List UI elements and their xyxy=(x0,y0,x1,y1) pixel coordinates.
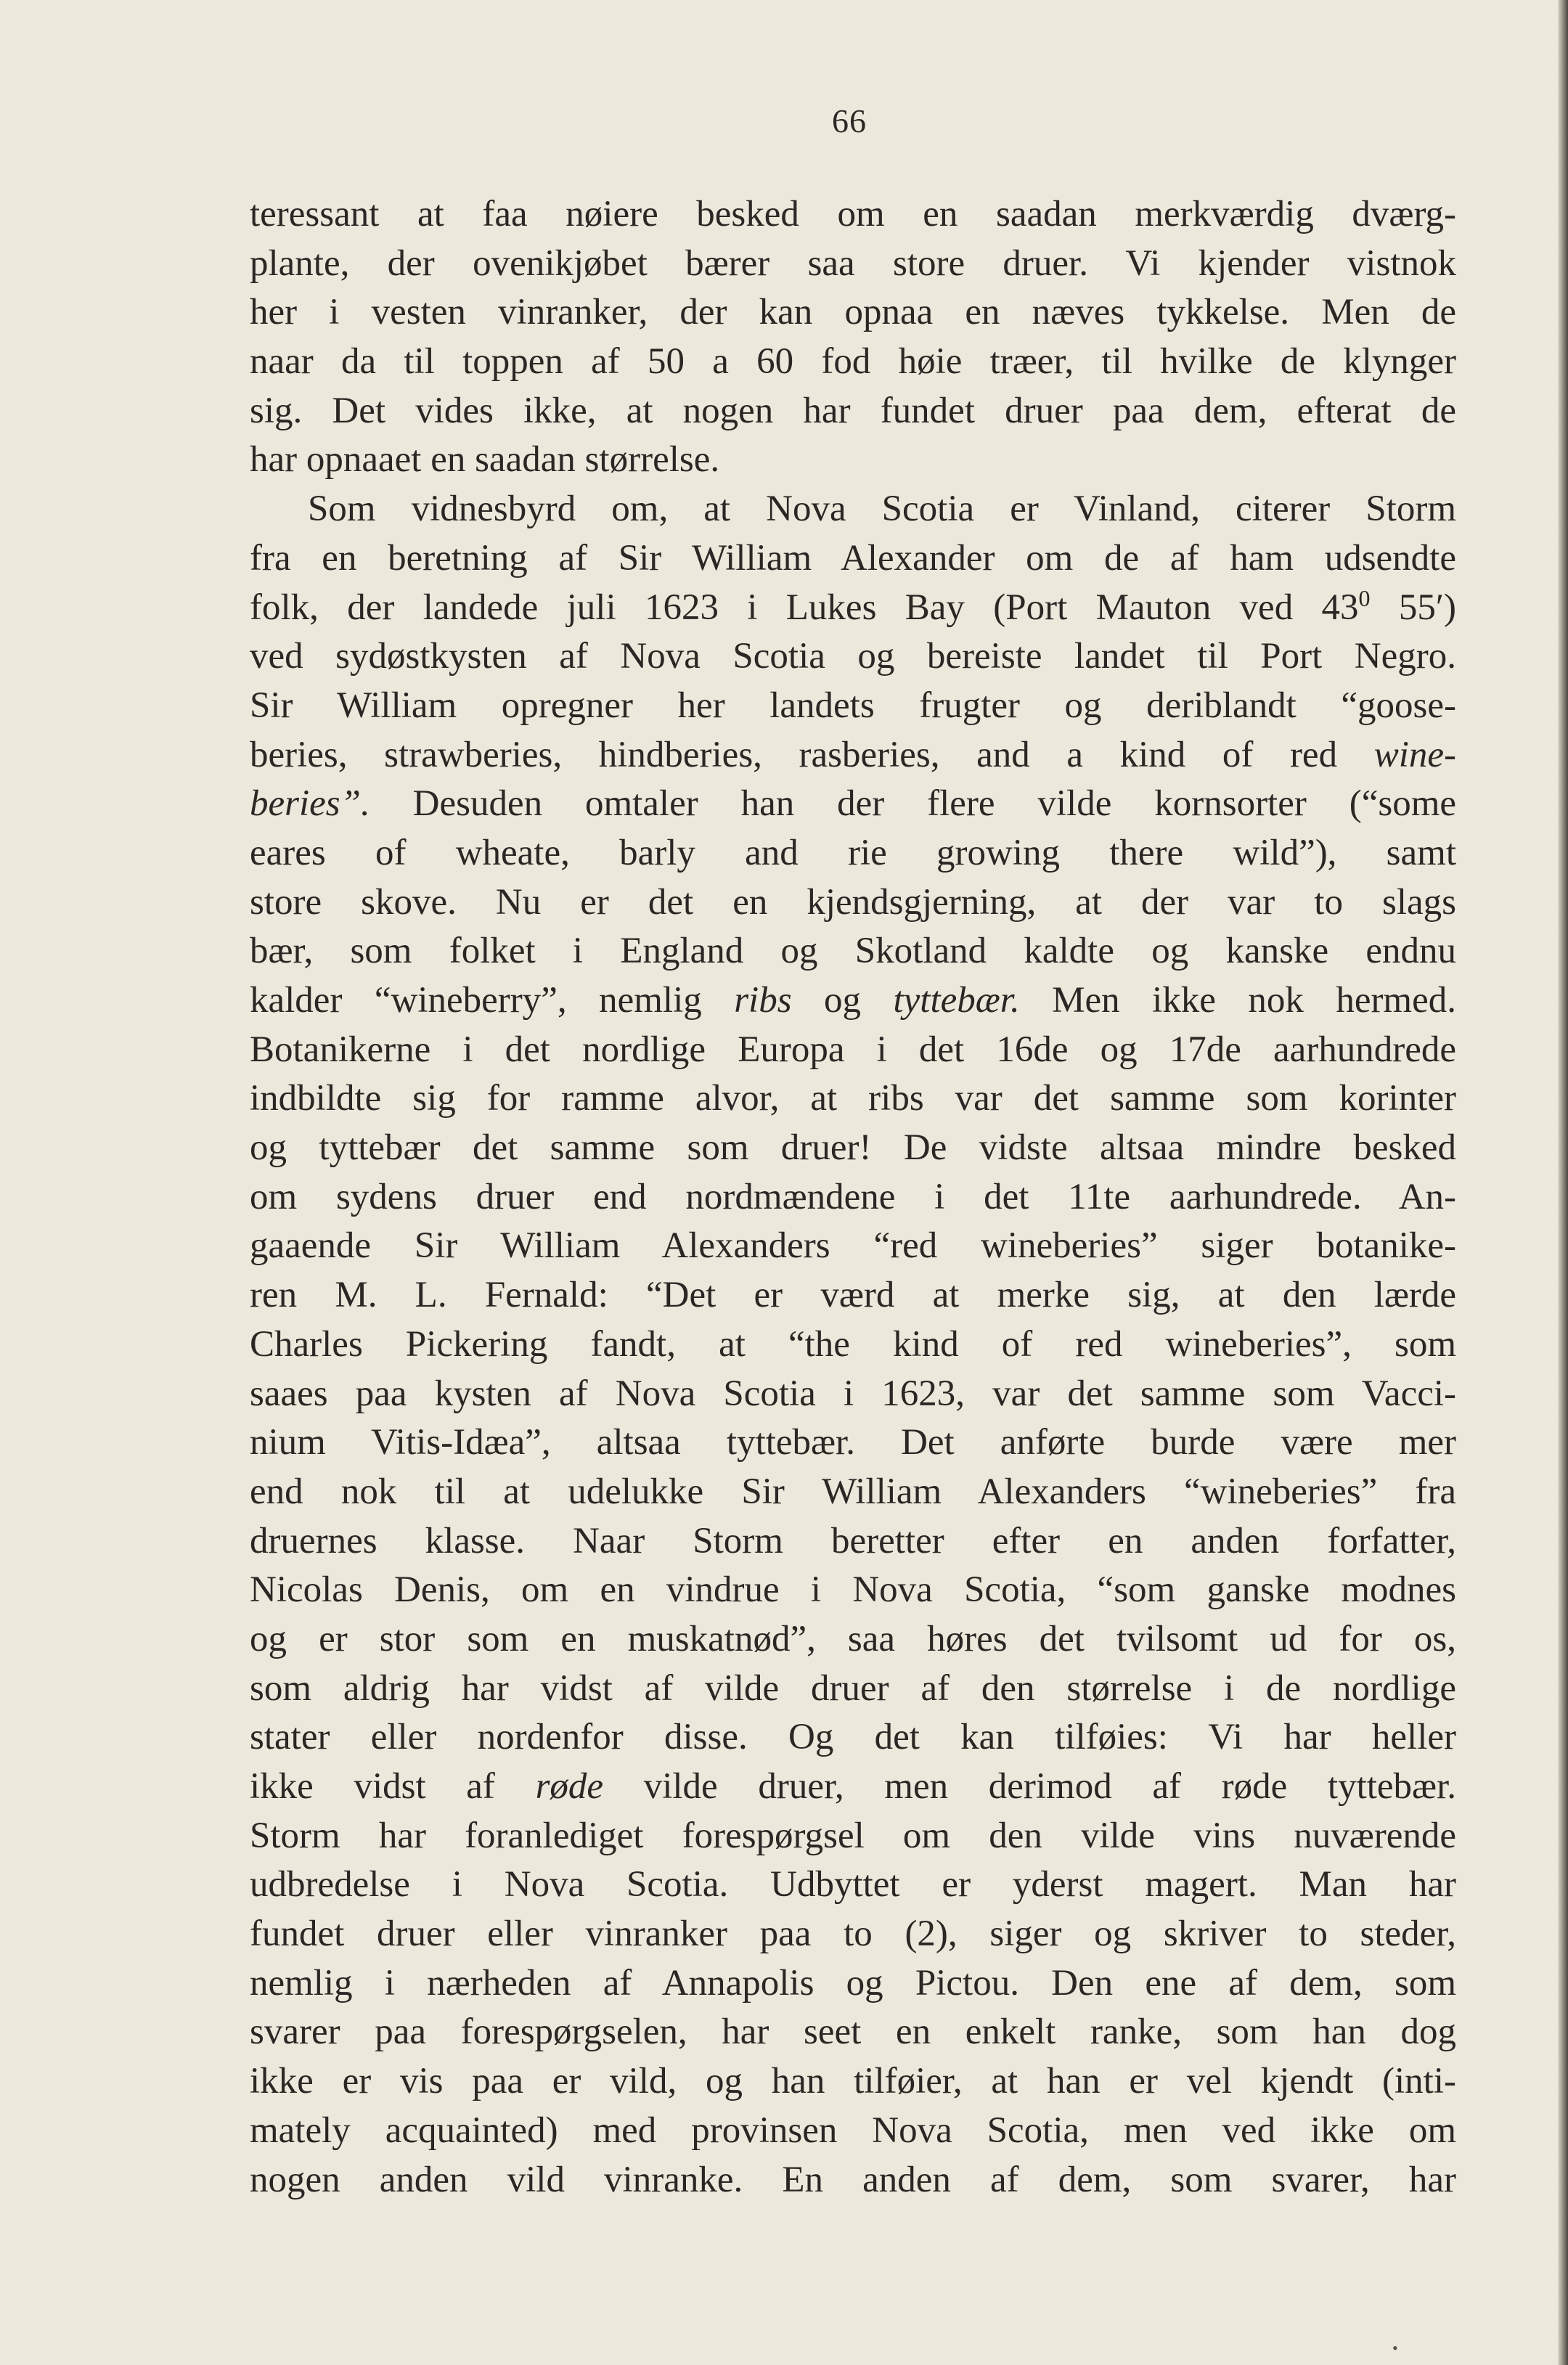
text-line xyxy=(250,1320,1456,1370)
text-line xyxy=(250,584,1456,633)
text-line xyxy=(250,485,1456,534)
text-line xyxy=(250,190,1456,240)
text-segment: gaaende Sir William Alexanders “red wineberies” siger botanike- xyxy=(250,1225,1456,1267)
text-segment: om sydens druer end nordmændene i det 11te aarhundrede. An- xyxy=(250,1176,1456,1217)
text-segment: og tyttebær det samme som druer! De vidste altsaa mindre besked xyxy=(250,1127,1456,1169)
text-line xyxy=(250,1370,1456,1419)
text-line xyxy=(250,338,1456,387)
footer-mark: • xyxy=(1392,2339,1398,2357)
text-segment: Desuden omtaler han der flere vilde kornsorter (“some xyxy=(369,783,1456,825)
text-segment: fra en beretning af Sir William Alexander om de af ham udsendte xyxy=(250,537,1456,579)
text-line xyxy=(250,1418,1456,1468)
text-line xyxy=(250,1222,1456,1271)
text-line xyxy=(250,2008,1456,2057)
text-line xyxy=(250,1271,1456,1320)
text-line xyxy=(250,2156,1456,2205)
text-line xyxy=(250,632,1456,682)
text-segment: nemlig i nærheden af Annapolis og Pictou. Den ene af dem, som xyxy=(250,1962,1456,2003)
text-line xyxy=(250,927,1456,976)
text-line xyxy=(250,682,1456,731)
text-line xyxy=(250,878,1456,928)
text-line xyxy=(250,288,1456,338)
text-segment: saaes paa kysten af Nova Scotia i 1623, var det samme som Vacci- xyxy=(250,1373,1456,1414)
text-segment: røde xyxy=(535,1766,604,1807)
text-segment: Sir William opregner her landets frugter og deriblandt “goose- xyxy=(250,685,1456,726)
text-segment: stater eller nordenfor disse. Og det kan tilføies: Vi har heller xyxy=(250,1717,1456,1758)
text-line xyxy=(250,1026,1456,1075)
text-line xyxy=(250,1566,1456,1615)
text-segment: tyttebær. xyxy=(893,980,1020,1021)
text-line xyxy=(250,1124,1456,1173)
text-segment: og xyxy=(791,980,894,1021)
text-segment: beries”. xyxy=(250,783,370,825)
text-segment: store skove. Nu er det en kjendsgjerning, at der var to slags xyxy=(250,881,1456,923)
text-segment: her i vesten vinranker, der kan opnaa en næves tykkelse. Men de xyxy=(250,292,1456,333)
text-segment: 0 xyxy=(1358,584,1371,611)
text-segment: eares of wheate, barly and rie growing there wild”), samt xyxy=(250,832,1456,873)
text-line xyxy=(250,1762,1456,1812)
text-line xyxy=(250,1860,1456,1910)
text-line xyxy=(250,1812,1456,1861)
text-segment: Men ikke nok hermed. xyxy=(1019,980,1456,1021)
text-segment: beries, strawberies, hindberies, rasberies, and a kind of red xyxy=(250,734,1374,775)
text-segment: naar da til toppen af 50 a 60 fod høie træer, til hvilke de klynger xyxy=(250,341,1456,383)
text-line xyxy=(250,1173,1456,1222)
text-line xyxy=(250,534,1456,584)
text-segment: indbildte sig for ramme alvor, at ribs var det samme som korinter xyxy=(250,1078,1456,1119)
body-text xyxy=(250,190,1456,2205)
text-segment: sig. Det vides ikke, at nogen har fundet druer paa dem, efterat de xyxy=(250,390,1456,431)
text-segment: vilde druer, men derimod af røde tyttebær. xyxy=(603,1766,1456,1807)
text-line xyxy=(250,829,1456,878)
text-line xyxy=(250,1713,1456,1762)
text-line xyxy=(250,240,1456,289)
text-segment: Botanikerne i det nordlige Europa i det 16de og 17de aarhundrede xyxy=(250,1029,1456,1070)
text-segment: ikke er vis paa er vild, og han tilføier, at han er vel kjendt (inti- xyxy=(250,2061,1456,2102)
text-line xyxy=(250,2057,1456,2107)
text-segment: som aldrig har vidst af vilde druer af den størrelse i de nordlige xyxy=(250,1667,1456,1709)
text-segment: ved sydøstkysten af Nova Scotia og bereiste landet til Port Negro. xyxy=(250,636,1456,677)
text-segment: plante, der ovenikjøbet bærer saa store druer. Vi kjender vistnok xyxy=(250,242,1456,284)
text-line xyxy=(250,1959,1456,2009)
text-segment: ikke vidst af xyxy=(250,1766,536,1807)
text-segment: fundet druer eller vinranker paa to (2), siger og skriver to steder, xyxy=(250,1913,1456,1955)
text-segment: Storm har foranlediget forespørgsel om den vilde vins nuværende xyxy=(250,1815,1456,1856)
text-line xyxy=(250,1074,1456,1124)
text-segment: end nok til at udelukke Sir William Alexanders “wineberies” fra xyxy=(250,1471,1456,1512)
text-segment: nogen anden vild vinranke. En anden af dem, som svarer, har xyxy=(250,2159,1456,2200)
text-segment: folk, der landede juli 1623 i Lukes Bay (Port Mauton ved 43 xyxy=(250,587,1359,628)
text-line xyxy=(250,731,1456,780)
text-segment: mately acquainted) med provinsen Nova Scotia, men ved ikke om xyxy=(250,2109,1456,2151)
text-segment: druernes klasse. Naar Storm beretter efter en anden forfatter, xyxy=(250,1520,1456,1561)
text-segment: ribs xyxy=(734,980,792,1021)
text-segment: Nicolas Denis, om en vindrue i Nova Scotia, “som ganske modnes xyxy=(250,1569,1456,1611)
text-segment: Charles Pickering fandt, at “the kind of red wineberies”, som xyxy=(250,1323,1456,1365)
text-segment: 55′) xyxy=(1370,587,1457,628)
page-edge-shadow xyxy=(1558,0,1568,2365)
text-line xyxy=(250,1517,1456,1567)
text-segment: bær, som folket i England og Skotland kaldte og kanske endnu xyxy=(250,931,1456,972)
text-line xyxy=(250,1665,1456,1714)
text-segment: kalder “wineberry”, nemlig xyxy=(250,980,735,1021)
text-line xyxy=(250,1468,1456,1517)
text-line xyxy=(250,1615,1456,1665)
text-line xyxy=(250,436,1456,485)
text-line xyxy=(250,1910,1456,1959)
text-segment: udbredelse i Nova Scotia. Udbyttet er yderst magert. Man har xyxy=(250,1864,1456,1906)
text-segment: teressant at faa nøiere besked om en saadan merkværdig dværg- xyxy=(250,194,1456,234)
text-line xyxy=(250,2107,1456,2156)
text-line xyxy=(250,387,1456,436)
page-number: 66 xyxy=(832,102,867,139)
text-segment: og er stor som en muskatnød”, saa høres det tvilsomt ud for os, xyxy=(250,1618,1456,1659)
text-segment: har opnaaet en saadan størrelse. xyxy=(250,439,720,481)
text-line xyxy=(250,976,1456,1026)
text-line xyxy=(250,780,1456,829)
text-segment: wine- xyxy=(1373,734,1456,775)
text-segment: nium Vitis-Idæa”, altsaa tyttebær. Det anførte burde være mer xyxy=(250,1422,1456,1463)
text-segment: Som vidnesbyrd om, at Nova Scotia er Vinland, citerer Storm xyxy=(308,489,1456,530)
text-segment: ren M. L. Fernald: “Det er værd at merke sig, at den lærde xyxy=(250,1275,1456,1316)
text-segment: svarer paa forespørgselen, har seet en enkelt ranke, som han dog xyxy=(250,2011,1456,2053)
